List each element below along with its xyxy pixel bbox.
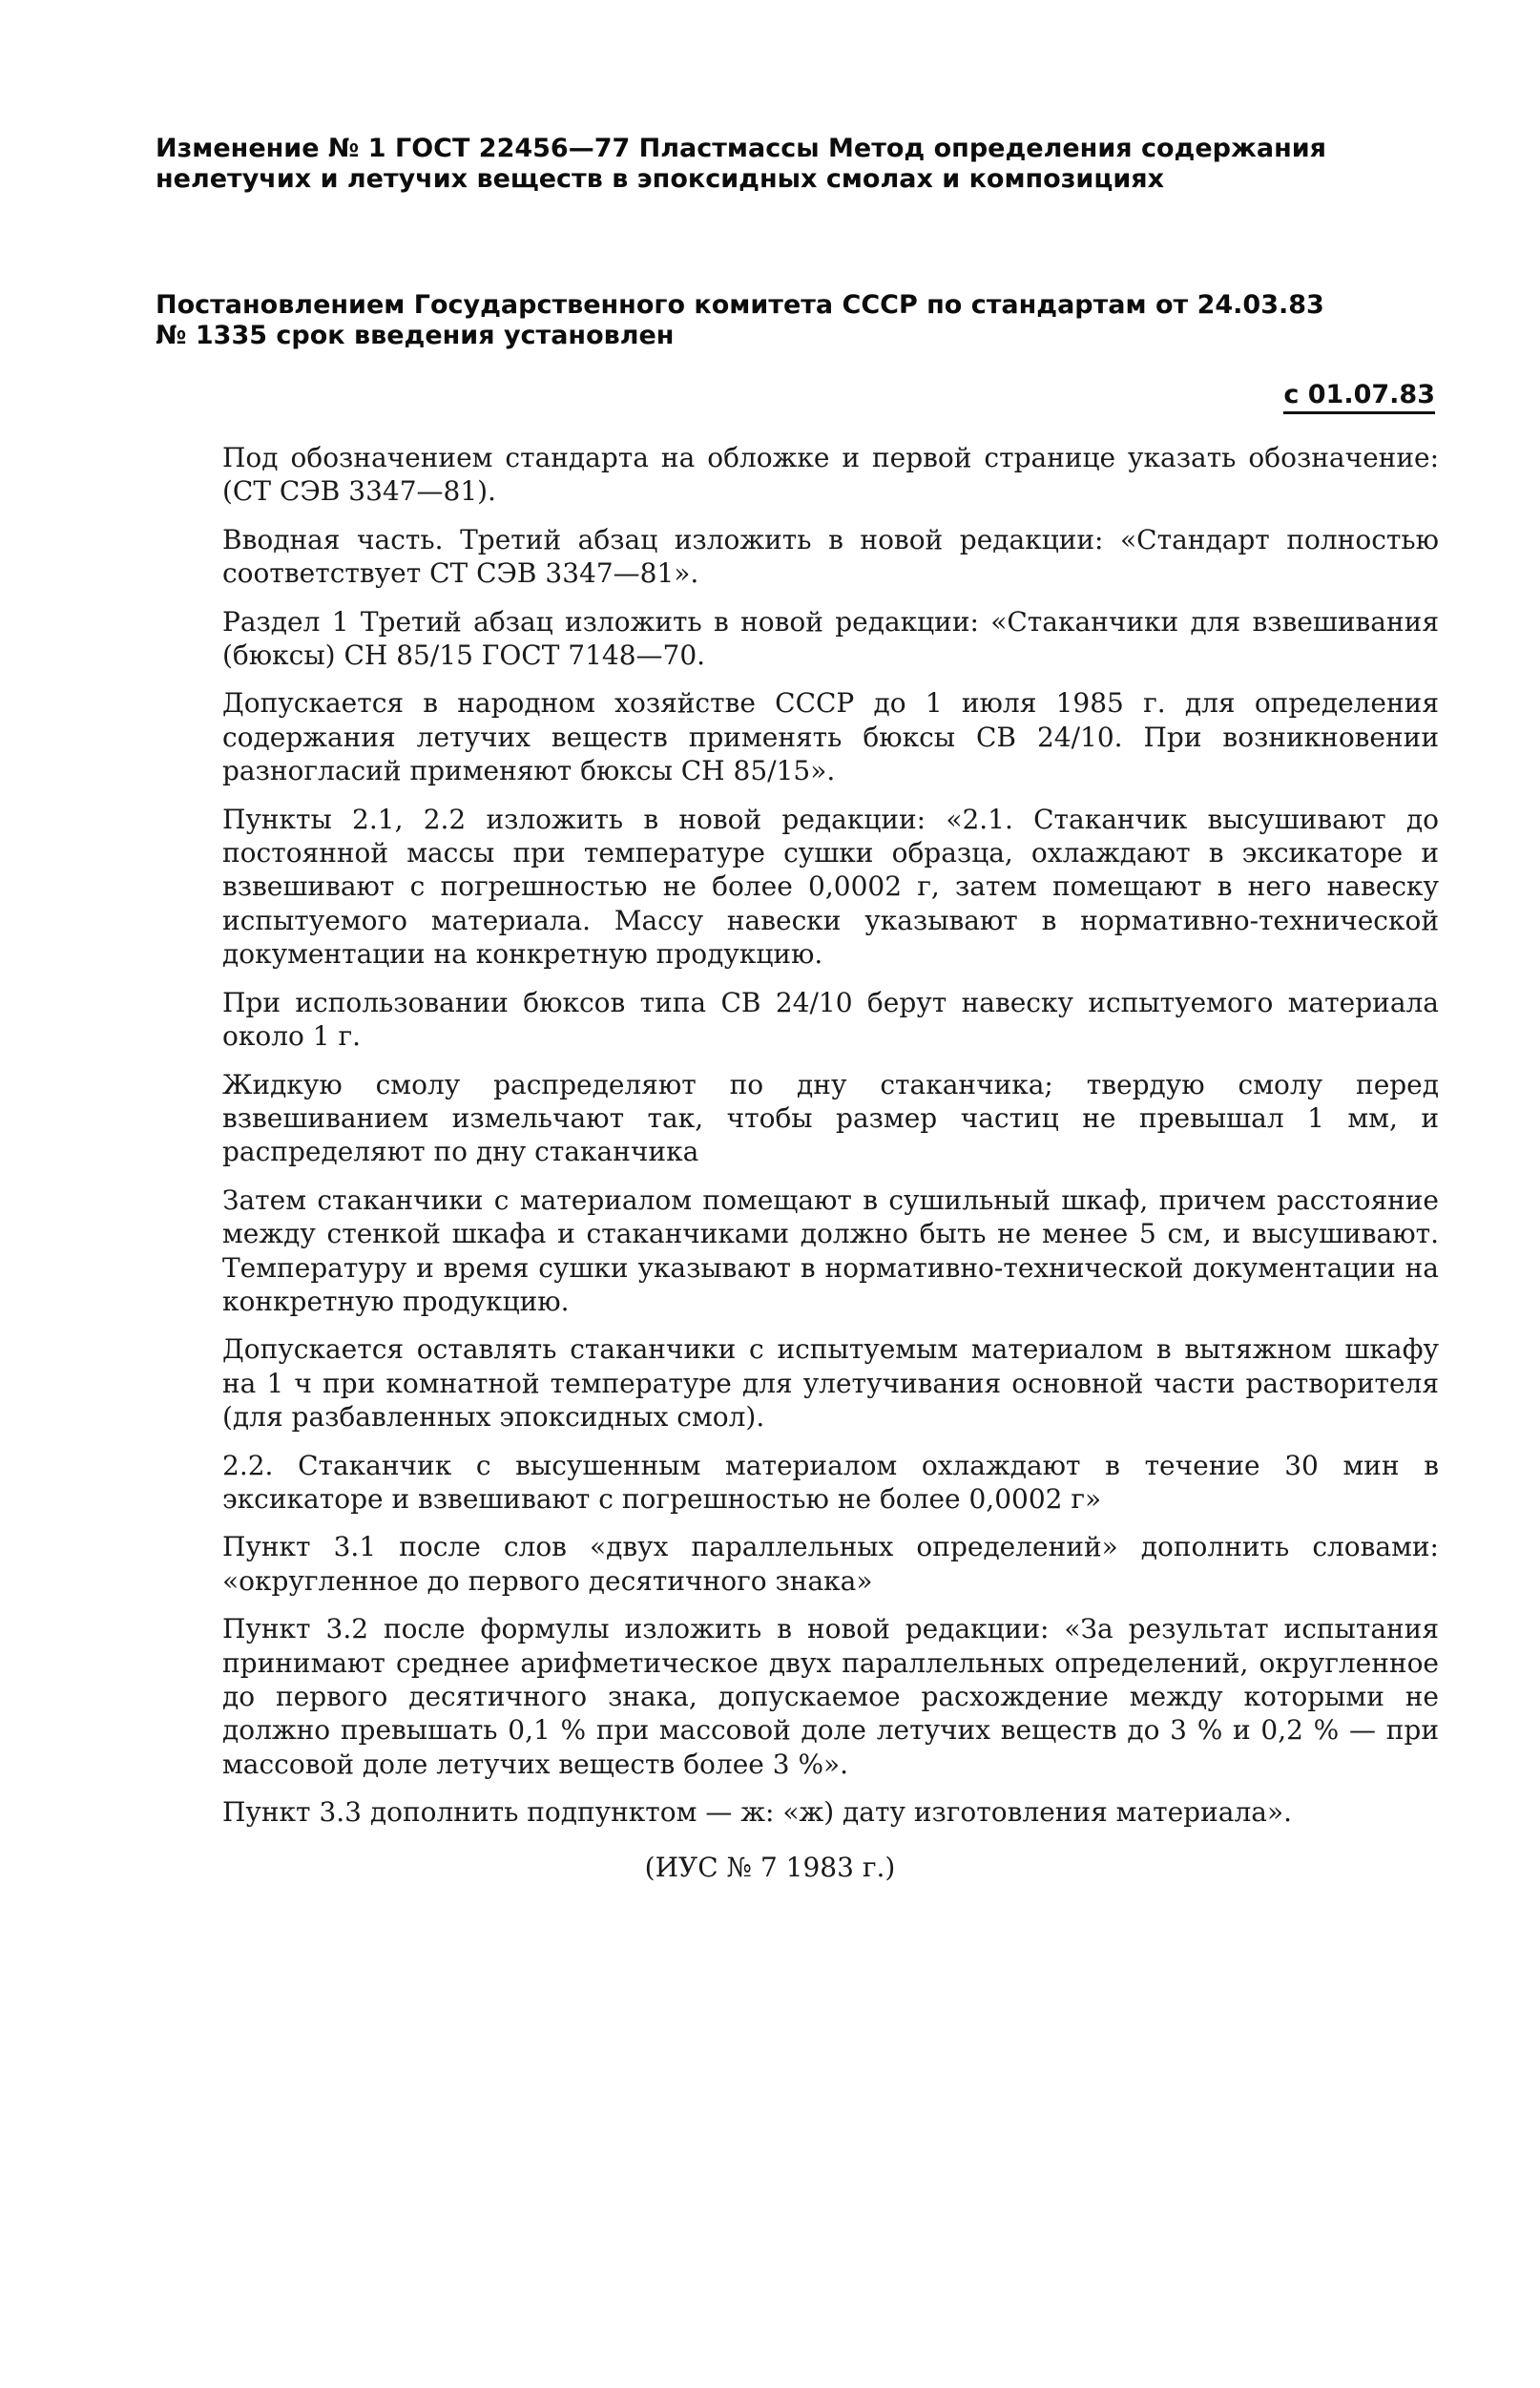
effective-date: с 01.07.83 [1283, 380, 1435, 414]
publication-reference: (ИУС № 7 1983 г.) [644, 1852, 896, 1883]
paragraph: Пункт 3.2 после формулы изложить в новой редакции: «За результат испытания принимают среднее арифметическое двух параллельных определений, округленное до первого десятичного знака, допускаемое расхождение между которыми не должно превышать 0,1 % при массовой доле летучих веществ до 3 % и 0,2 % — при массовой доле летучих веществ более 3 %». [222, 1613, 1439, 1780]
title-line-1: Изменение № 1 ГОСТ 22456—77 Пластмассы Метод определения содержания [156, 134, 1326, 163]
paragraph: Допускается в народном хозяйстве СССР до 1 июля 1985 г. для определения содержания летучих веществ применять бюксы СВ 24/10. При возникновении разногласий применяют бюксы СН 85/15». [222, 687, 1439, 787]
paragraph: Пункт 3.3 дополнить подпунктом — ж: «ж) дату изготовления материала». [222, 1796, 1292, 1829]
decree-line-1: Постановлением Государственного комитета СССР по стандартам от 24.03.83 [156, 290, 1324, 320]
paragraph: Под обозначением стандарта на обложке и первой странице указать обозначение: (СТ СЭВ 3347—81). [222, 442, 1439, 508]
paragraph: Раздел 1 Третий абзац изложить в новой редакции: «Стаканчики для взвешивания (бюксы) СН 85/15 ГОСТ 7148—70. [222, 605, 1439, 672]
amendment-title [156, 134, 1434, 195]
title-line-2: нелетучих и летучих веществ в эпоксидных смолах и композициях [156, 164, 1165, 194]
paragraph: Пункты 2.1, 2.2 изложить в новой редакции: «2.1. Стаканчик высушивают до постоянной массы при температуре сушки образца, охлаждают в эксикаторе и взвешивают с погрешностью не более 0,0002 г, затем помещают в него навеску испытуемого материала. Массу навески указывают в нормативно-технической документации на конкретную продукцию. [222, 803, 1439, 971]
paragraph: При использовании бюксов типа СВ 24/10 берут навеску испытуемого материала около 1 г. [222, 986, 1439, 1053]
paragraph: Затем стаканчики с материалом помещают в сушильный шкаф, причем расстояние между стенкой шкафа и стаканчиками должно быть не менее 5 см, и высушивают. Температуру и время сушки указывают в нормативно-технической документации на конкретную продукцию. [222, 1184, 1439, 1317]
decree-line-2: № 1335 срок введения установлен [156, 321, 675, 350]
paragraph: Жидкую смолу распределяют по дну стаканчика; твердую смолу перед взвешиванием измельчают так, чтобы размер частиц не превышал 1 мм, и распределяют по дну стаканчика [222, 1068, 1439, 1168]
paragraph: Пункт 3.1 после слов «двух параллельных определений» дополнить словами: «округленное до первого десятичного знака» [222, 1531, 1439, 1597]
amendment-body [222, 441, 1439, 1844]
paragraph: 2.2. Стаканчик с высушенным материалом охлаждают в течение 30 мин в эксикаторе и взвешивают с погрешностью не более 0,0002 г» [222, 1449, 1439, 1515]
decree-statement [156, 290, 1434, 351]
paragraph: Допускается оставлять стаканчики с испытуемым материалом в вытяжном шкафу на 1 ч при комнатной температуре для улетучивания основной части растворителя (для разбавленных эпоксидных смол). [222, 1333, 1439, 1434]
paragraph: Вводная часть. Третий абзац изложить в новой редакции: «Стандарт полностью соответствует СТ СЭВ 3347—81». [222, 523, 1439, 590]
